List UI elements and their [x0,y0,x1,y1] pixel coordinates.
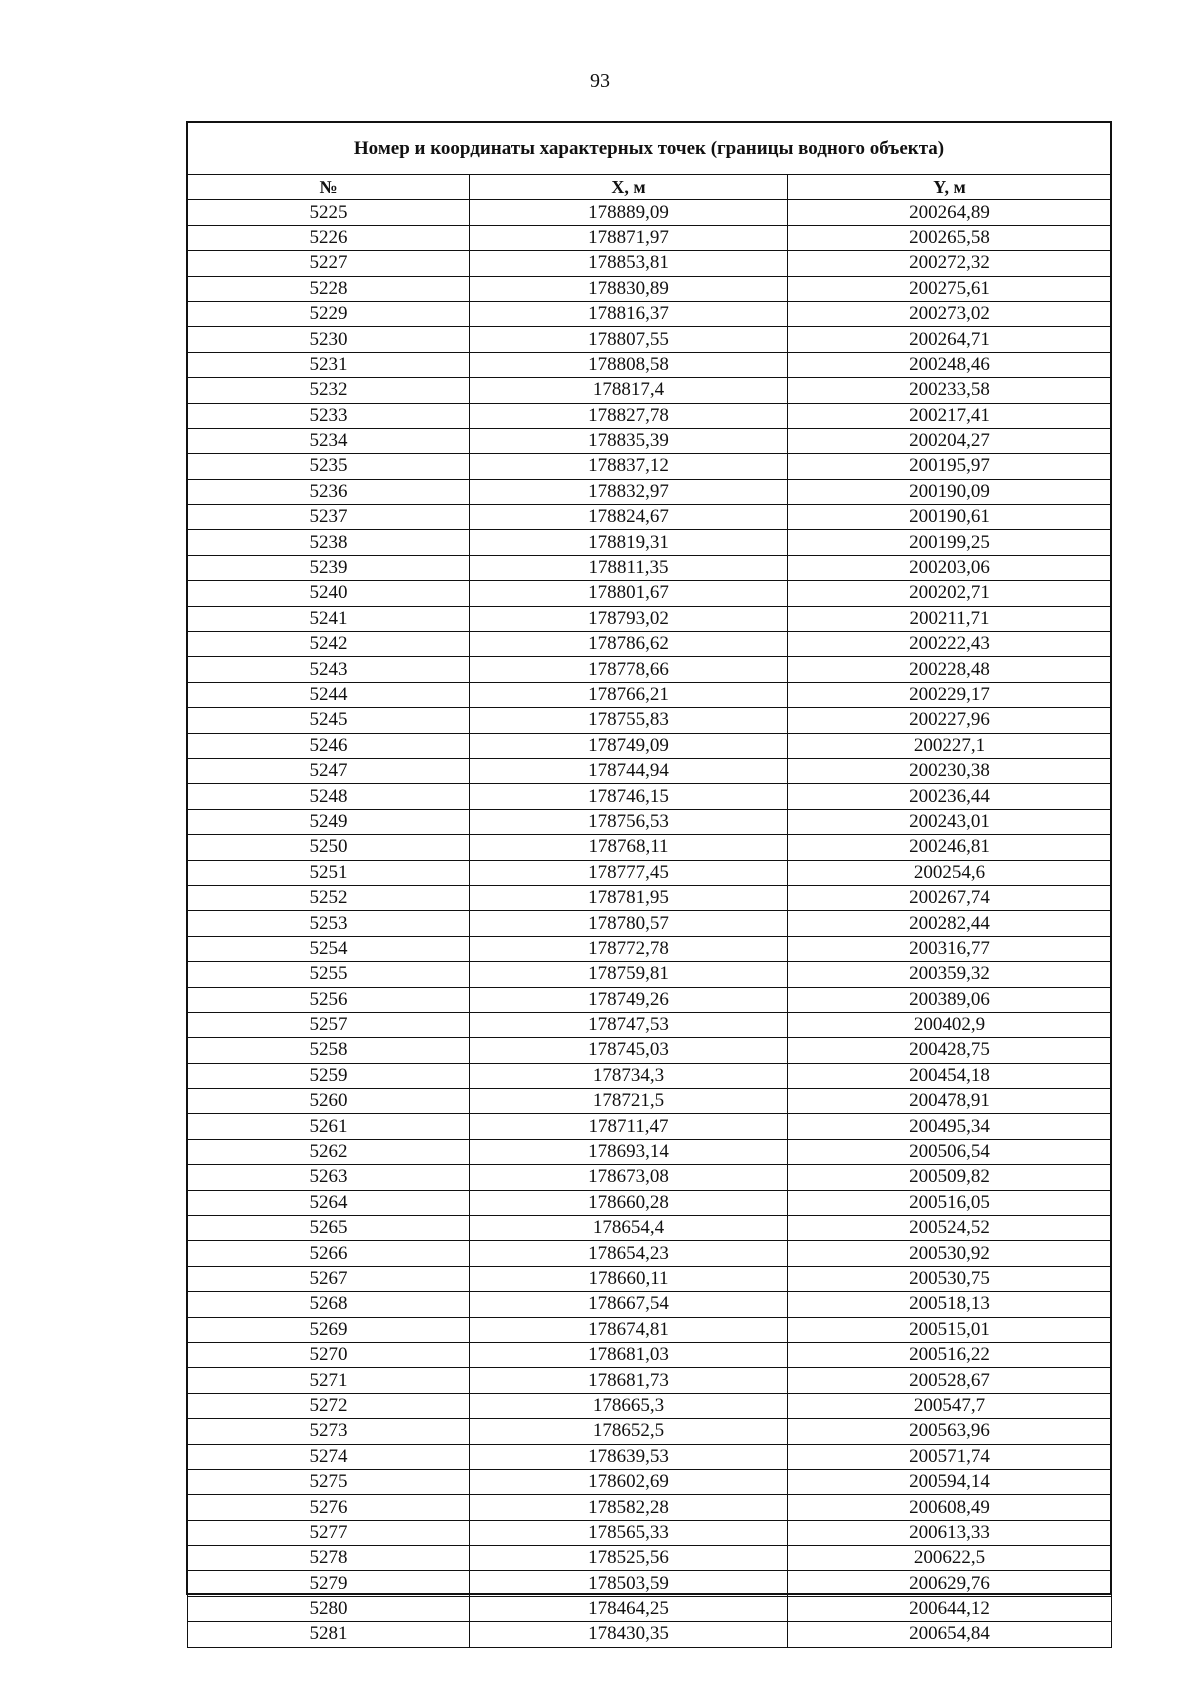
table-row [188,657,1112,682]
table-header-row [188,175,1112,200]
y-coordinate-cell: 200222,43 [788,632,1112,657]
point-number-cell: 5278 [188,1546,470,1571]
x-coordinate-cell: 178693,14 [470,1139,788,1164]
point-number-cell: 5270 [188,1342,470,1367]
table-row [188,1266,1112,1291]
table-row [188,1419,1112,1444]
point-number-cell: 5247 [188,758,470,783]
point-number-cell: 5258 [188,1038,470,1063]
y-coordinate-cell: 200233,58 [788,378,1112,403]
table-row [188,1063,1112,1088]
y-coordinate-cell: 200530,92 [788,1241,1112,1266]
y-coordinate-cell: 200516,05 [788,1190,1112,1215]
y-coordinate-cell: 200359,32 [788,962,1112,987]
point-number-cell: 5251 [188,860,470,885]
point-number-cell: 5243 [188,657,470,682]
table-row [188,225,1112,250]
point-number-cell: 5255 [188,962,470,987]
point-number-cell: 5256 [188,987,470,1012]
point-number-cell: 5237 [188,505,470,530]
y-coordinate-cell: 200402,9 [788,1012,1112,1037]
x-coordinate-cell: 178503,59 [470,1571,788,1596]
x-coordinate-cell: 178667,54 [470,1292,788,1317]
x-coordinate-cell: 178660,28 [470,1190,788,1215]
point-number-cell: 5275 [188,1469,470,1494]
point-number-cell: 5266 [188,1241,470,1266]
x-coordinate-cell: 178654,23 [470,1241,788,1266]
x-coordinate-cell: 178582,28 [470,1495,788,1520]
point-number-cell: 5271 [188,1368,470,1393]
table-row [188,1216,1112,1241]
table-row [188,962,1112,987]
table-row [188,606,1112,631]
point-number-cell: 5262 [188,1139,470,1164]
y-coordinate-cell: 200254,6 [788,860,1112,885]
y-coordinate-cell: 200228,48 [788,657,1112,682]
y-coordinate-cell: 200227,96 [788,708,1112,733]
x-coordinate-cell: 178660,11 [470,1266,788,1291]
page-number: 93 [590,70,610,92]
x-coordinate-cell: 178853,81 [470,251,788,276]
x-coordinate-cell: 178674,81 [470,1317,788,1342]
table-row [188,1292,1112,1317]
point-number-cell: 5250 [188,835,470,860]
table-row [188,327,1112,352]
table-row [188,911,1112,936]
point-number-cell: 5229 [188,301,470,326]
y-coordinate-cell: 200495,34 [788,1114,1112,1139]
table-row [188,555,1112,580]
point-number-cell: 5281 [188,1622,470,1647]
y-coordinate-cell: 200211,71 [788,606,1112,631]
point-number-cell: 5244 [188,682,470,707]
y-coordinate-cell: 200571,74 [788,1444,1112,1469]
y-coordinate-cell: 200454,18 [788,1063,1112,1088]
y-coordinate-cell: 200236,44 [788,784,1112,809]
point-number-cell: 5267 [188,1266,470,1291]
table-row [188,1114,1112,1139]
point-number-cell: 5253 [188,911,470,936]
x-coordinate-cell: 178681,03 [470,1342,788,1367]
x-coordinate-cell: 178811,35 [470,555,788,580]
point-number-cell: 5261 [188,1114,470,1139]
x-coordinate-cell: 178772,78 [470,936,788,961]
point-number-cell: 5259 [188,1063,470,1088]
column-header-y: Y, м [788,175,1112,200]
x-coordinate-cell: 178824,67 [470,505,788,530]
table-row [188,1368,1112,1393]
y-coordinate-cell: 200204,27 [788,428,1112,453]
table-row [188,276,1112,301]
x-coordinate-cell: 178639,53 [470,1444,788,1469]
y-coordinate-cell: 200594,14 [788,1469,1112,1494]
table-row [188,378,1112,403]
y-coordinate-cell: 200190,09 [788,479,1112,504]
table-row [188,1520,1112,1545]
x-coordinate-cell: 178835,39 [470,428,788,453]
y-coordinate-cell: 200273,02 [788,301,1112,326]
y-coordinate-cell: 200563,96 [788,1419,1112,1444]
x-coordinate-cell: 178780,57 [470,911,788,936]
y-coordinate-cell: 200243,01 [788,809,1112,834]
x-coordinate-cell: 178565,33 [470,1520,788,1545]
table-row [188,784,1112,809]
point-number-cell: 5232 [188,378,470,403]
table-title: Номер и координаты характерных точек (границы водного объекта) [353,138,945,159]
point-number-cell: 5227 [188,251,470,276]
y-coordinate-cell: 200516,22 [788,1342,1112,1367]
y-coordinate-cell: 200282,44 [788,911,1112,936]
x-coordinate-cell: 178766,21 [470,682,788,707]
x-coordinate-cell: 178665,3 [470,1393,788,1418]
table-row [188,987,1112,1012]
table-row [188,885,1112,910]
point-number-cell: 5246 [188,733,470,758]
point-number-cell: 5269 [188,1317,470,1342]
table-row [188,936,1112,961]
point-number-cell: 5242 [188,632,470,657]
x-coordinate-cell: 178801,67 [470,581,788,606]
table-row [188,1342,1112,1367]
x-coordinate-cell: 178749,26 [470,987,788,1012]
x-coordinate-cell: 178871,97 [470,225,788,250]
y-coordinate-cell: 200264,71 [788,327,1112,352]
y-coordinate-cell: 200518,13 [788,1292,1112,1317]
x-coordinate-cell: 178652,5 [470,1419,788,1444]
x-coordinate-cell: 178827,78 [470,403,788,428]
x-coordinate-cell: 178781,95 [470,885,788,910]
point-number-cell: 5249 [188,809,470,834]
table-row [188,251,1112,276]
table-body [188,200,1112,1647]
x-coordinate-cell: 178819,31 [470,530,788,555]
table-row [188,1571,1112,1596]
table-row [188,352,1112,377]
point-number-cell: 5279 [188,1571,470,1596]
x-coordinate-cell: 178744,94 [470,758,788,783]
point-number-cell: 5238 [188,530,470,555]
table-row [188,1089,1112,1114]
y-coordinate-cell: 200227,1 [788,733,1112,758]
point-number-cell: 5264 [188,1190,470,1215]
y-coordinate-cell: 200530,75 [788,1266,1112,1291]
table-row [188,1444,1112,1469]
table-row [188,505,1112,530]
point-number-cell: 5240 [188,581,470,606]
point-number-cell: 5265 [188,1216,470,1241]
point-number-cell: 5231 [188,352,470,377]
x-coordinate-cell: 178525,56 [470,1546,788,1571]
table-row [188,1622,1112,1647]
y-coordinate-cell: 200478,91 [788,1089,1112,1114]
table-row [188,1038,1112,1063]
x-coordinate-cell: 178755,83 [470,708,788,733]
point-number-cell: 5230 [188,327,470,352]
y-coordinate-cell: 200217,41 [788,403,1112,428]
y-coordinate-cell: 200515,01 [788,1317,1112,1342]
table-row [188,301,1112,326]
y-coordinate-cell: 200230,38 [788,758,1112,783]
x-coordinate-cell: 178464,25 [470,1596,788,1621]
y-coordinate-cell: 200506,54 [788,1139,1112,1164]
y-coordinate-cell: 200629,76 [788,1571,1112,1596]
y-coordinate-cell: 200654,84 [788,1622,1112,1647]
y-coordinate-cell: 200613,33 [788,1520,1112,1545]
x-coordinate-cell: 178759,81 [470,962,788,987]
point-number-cell: 5235 [188,454,470,479]
table-row [188,530,1112,555]
table-row [188,1139,1112,1164]
y-coordinate-cell: 200316,77 [788,936,1112,961]
x-coordinate-cell: 178430,35 [470,1622,788,1647]
table-row [188,1165,1112,1190]
point-number-cell: 5274 [188,1444,470,1469]
table-row [188,454,1112,479]
y-coordinate-cell: 200272,32 [788,251,1112,276]
x-coordinate-cell: 178889,09 [470,200,788,225]
table-row [188,758,1112,783]
table-row [188,860,1112,885]
table-row [188,200,1112,225]
x-coordinate-cell: 178807,55 [470,327,788,352]
table-row [188,835,1112,860]
table-row [188,1241,1112,1266]
table-row [188,682,1112,707]
x-coordinate-cell: 178734,3 [470,1063,788,1088]
point-number-cell: 5225 [188,200,470,225]
table-row [188,1469,1112,1494]
x-coordinate-cell: 178654,4 [470,1216,788,1241]
x-coordinate-cell: 178681,73 [470,1368,788,1393]
x-coordinate-cell: 178749,09 [470,733,788,758]
y-coordinate-cell: 200199,25 [788,530,1112,555]
y-coordinate-cell: 200264,89 [788,200,1112,225]
table-row [188,1012,1112,1037]
x-coordinate-cell: 178747,53 [470,1012,788,1037]
y-coordinate-cell: 200428,75 [788,1038,1112,1063]
y-coordinate-cell: 200248,46 [788,352,1112,377]
x-coordinate-cell: 178793,02 [470,606,788,631]
column-header-x: X, м [470,175,788,200]
x-coordinate-cell: 178756,53 [470,809,788,834]
point-number-cell: 5252 [188,885,470,910]
point-number-cell: 5260 [188,1089,470,1114]
y-coordinate-cell: 200195,97 [788,454,1112,479]
table-row [188,708,1112,733]
coordinates-table [187,174,1112,1648]
table-row [188,479,1112,504]
point-number-cell: 5239 [188,555,470,580]
y-coordinate-cell: 200203,06 [788,555,1112,580]
table-row [188,581,1112,606]
y-coordinate-cell: 200275,61 [788,276,1112,301]
table-row [188,403,1112,428]
y-coordinate-cell: 200644,12 [788,1596,1112,1621]
y-coordinate-cell: 200265,58 [788,225,1112,250]
x-coordinate-cell: 178837,12 [470,454,788,479]
x-coordinate-cell: 178832,97 [470,479,788,504]
table-row [188,632,1112,657]
y-coordinate-cell: 200528,67 [788,1368,1112,1393]
table-row [188,1596,1112,1621]
coordinates-table-frame [186,121,1112,1645]
y-coordinate-cell: 200267,74 [788,885,1112,910]
y-coordinate-cell: 200190,61 [788,505,1112,530]
point-number-cell: 5236 [188,479,470,504]
table-row [188,809,1112,834]
point-number-cell: 5272 [188,1393,470,1418]
y-coordinate-cell: 200524,52 [788,1216,1112,1241]
table-row [188,428,1112,453]
x-coordinate-cell: 178816,37 [470,301,788,326]
y-coordinate-cell: 200389,06 [788,987,1112,1012]
y-coordinate-cell: 200547,7 [788,1393,1112,1418]
table-row [188,1317,1112,1342]
point-number-cell: 5234 [188,428,470,453]
y-coordinate-cell: 200608,49 [788,1495,1112,1520]
y-coordinate-cell: 200622,5 [788,1546,1112,1571]
x-coordinate-cell: 178673,08 [470,1165,788,1190]
point-number-cell: 5241 [188,606,470,631]
y-coordinate-cell: 200509,82 [788,1165,1112,1190]
point-number-cell: 5280 [188,1596,470,1621]
point-number-cell: 5248 [188,784,470,809]
x-coordinate-cell: 178808,58 [470,352,788,377]
x-coordinate-cell: 178746,15 [470,784,788,809]
point-number-cell: 5263 [188,1165,470,1190]
y-coordinate-cell: 200202,71 [788,581,1112,606]
x-coordinate-cell: 178602,69 [470,1469,788,1494]
point-number-cell: 5277 [188,1520,470,1545]
table-row [188,1190,1112,1215]
x-coordinate-cell: 178768,11 [470,835,788,860]
table-row [188,733,1112,758]
table-row [188,1393,1112,1418]
table-row [188,1546,1112,1571]
point-number-cell: 5276 [188,1495,470,1520]
table-row [188,1495,1112,1520]
point-number-cell: 5228 [188,276,470,301]
point-number-cell: 5233 [188,403,470,428]
x-coordinate-cell: 178777,45 [470,860,788,885]
point-number-cell: 5245 [188,708,470,733]
x-coordinate-cell: 178830,89 [470,276,788,301]
y-coordinate-cell: 200246,81 [788,835,1112,860]
y-coordinate-cell: 200229,17 [788,682,1112,707]
point-number-cell: 5273 [188,1419,470,1444]
point-number-cell: 5254 [188,936,470,961]
x-coordinate-cell: 178721,5 [470,1089,788,1114]
x-coordinate-cell: 178778,66 [470,657,788,682]
point-number-cell: 5268 [188,1292,470,1317]
column-header-number: № [188,175,470,200]
x-coordinate-cell: 178817,4 [470,378,788,403]
point-number-cell: 5226 [188,225,470,250]
point-number-cell: 5257 [188,1012,470,1037]
x-coordinate-cell: 178745,03 [470,1038,788,1063]
x-coordinate-cell: 178711,47 [470,1114,788,1139]
x-coordinate-cell: 178786,62 [470,632,788,657]
